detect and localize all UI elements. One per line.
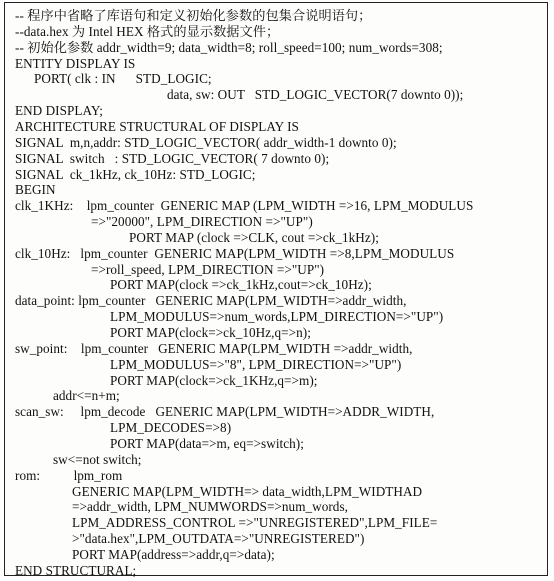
code-line: clk_10Hz: lpm_counter GENERIC MAP(LPM_WIDTH =>8,LPM_MODULUS xyxy=(15,245,455,261)
code-line: clk_1KHz: lpm_counter GENERIC MAP (LPM_WIDTH =>16, LPM_MODULUS xyxy=(15,198,474,214)
code-line: SIGNAL m,n,addr: STD_LOGIC_VECTOR( addr_width-1 downto 0); xyxy=(15,134,397,150)
code-line: =>"20000", LPM_DIRECTION =>"UP") xyxy=(91,214,313,230)
code-line: END DISPLAY; xyxy=(15,103,103,119)
code-line: addr<=n+m; xyxy=(53,388,120,404)
code-line: END STRUCTURAL; xyxy=(15,562,137,578)
code-line: PORT MAP(clock =>ck_1kHz,cout=>ck_10Hz); xyxy=(110,277,372,293)
code-line: SIGNAL ck_1kHz, ck_10Hz: STD_LOGIC; xyxy=(15,166,256,182)
code-line: PORT MAP(clock=>ck_10Hz,q=>n); xyxy=(110,325,311,340)
code-line: sw_point: lpm_counter GENERIC MAP(LPM_WIDTH =>addr_width, xyxy=(15,340,413,356)
code-listing-frame xyxy=(4,2,548,576)
code-line: -- 初始化参数 addr_width=9; data_width=8; roll_speed=100; num_words=308; xyxy=(15,39,443,55)
code-line: =>roll_speed, LPM_DIRECTION =>"UP") xyxy=(91,261,325,277)
code-line: ARCHITECTURE STRUCTURAL OF DISPLAY IS xyxy=(15,118,299,134)
code-line: PORT( clk : IN STD_LOGIC; xyxy=(34,71,212,87)
code-line: LPM_DECODES=>8) xyxy=(110,420,232,436)
code-line: PORT MAP (clock =>CLK, cout =>ck_1kHz); xyxy=(129,229,379,245)
code-line: GENERIC MAP(LPM_WIDTH=> data_width,LPM_WIDTHAD xyxy=(72,483,423,499)
code-line: rom: lpm_rom xyxy=(15,467,123,483)
code-line: LPM_MODULUS=>num_words,LPM_DIRECTION=>"UP") xyxy=(110,309,444,325)
code-line: PORT MAP(clock=>ck_1KHz,q=>m); xyxy=(110,372,318,388)
code-line: >"data.hex",LPM_OUTDATA=>"UNREGISTERED") xyxy=(72,531,365,547)
code-line: scan_sw: lpm_decode GENERIC MAP(LPM_WIDTH=>ADDR_WIDTH, xyxy=(15,404,435,420)
code-line: data_point: lpm_counter GENERIC MAP(LPM_WIDTH=>addr_width, xyxy=(15,293,407,309)
code-line: ENTITY DISPLAY IS xyxy=(15,55,136,71)
code-line: SIGNAL switch : STD_LOGIC_VECTOR( 7 downto 0); xyxy=(15,150,330,166)
code-line: data, sw: OUT STD_LOGIC_VECTOR(7 downto 0)); xyxy=(167,87,464,103)
code-line: sw<=not switch; xyxy=(53,451,142,467)
code-line: BEGIN xyxy=(15,182,56,198)
code-line: =>addr_width, LPM_NUMWORDS=>num_words, xyxy=(72,499,348,515)
code-line: -- 程序中省略了库语句和定义初始化参数的包集合说明语句； xyxy=(15,8,372,23)
code-line: LPM_MODULUS=>"8", LPM_DIRECTION=>"UP") xyxy=(110,356,402,372)
code-line: PORT MAP(data=>m, eq=>switch); xyxy=(110,435,304,451)
code-line: LPM_ADDRESS_CONTROL =>"UNREGISTERED",LPM_FILE= xyxy=(72,515,438,531)
code-line: --data.hex 为 Intel HEX 格式的显示数据文件； xyxy=(15,23,280,39)
code-line: PORT MAP(address=>addr,q=>data); xyxy=(72,546,275,562)
